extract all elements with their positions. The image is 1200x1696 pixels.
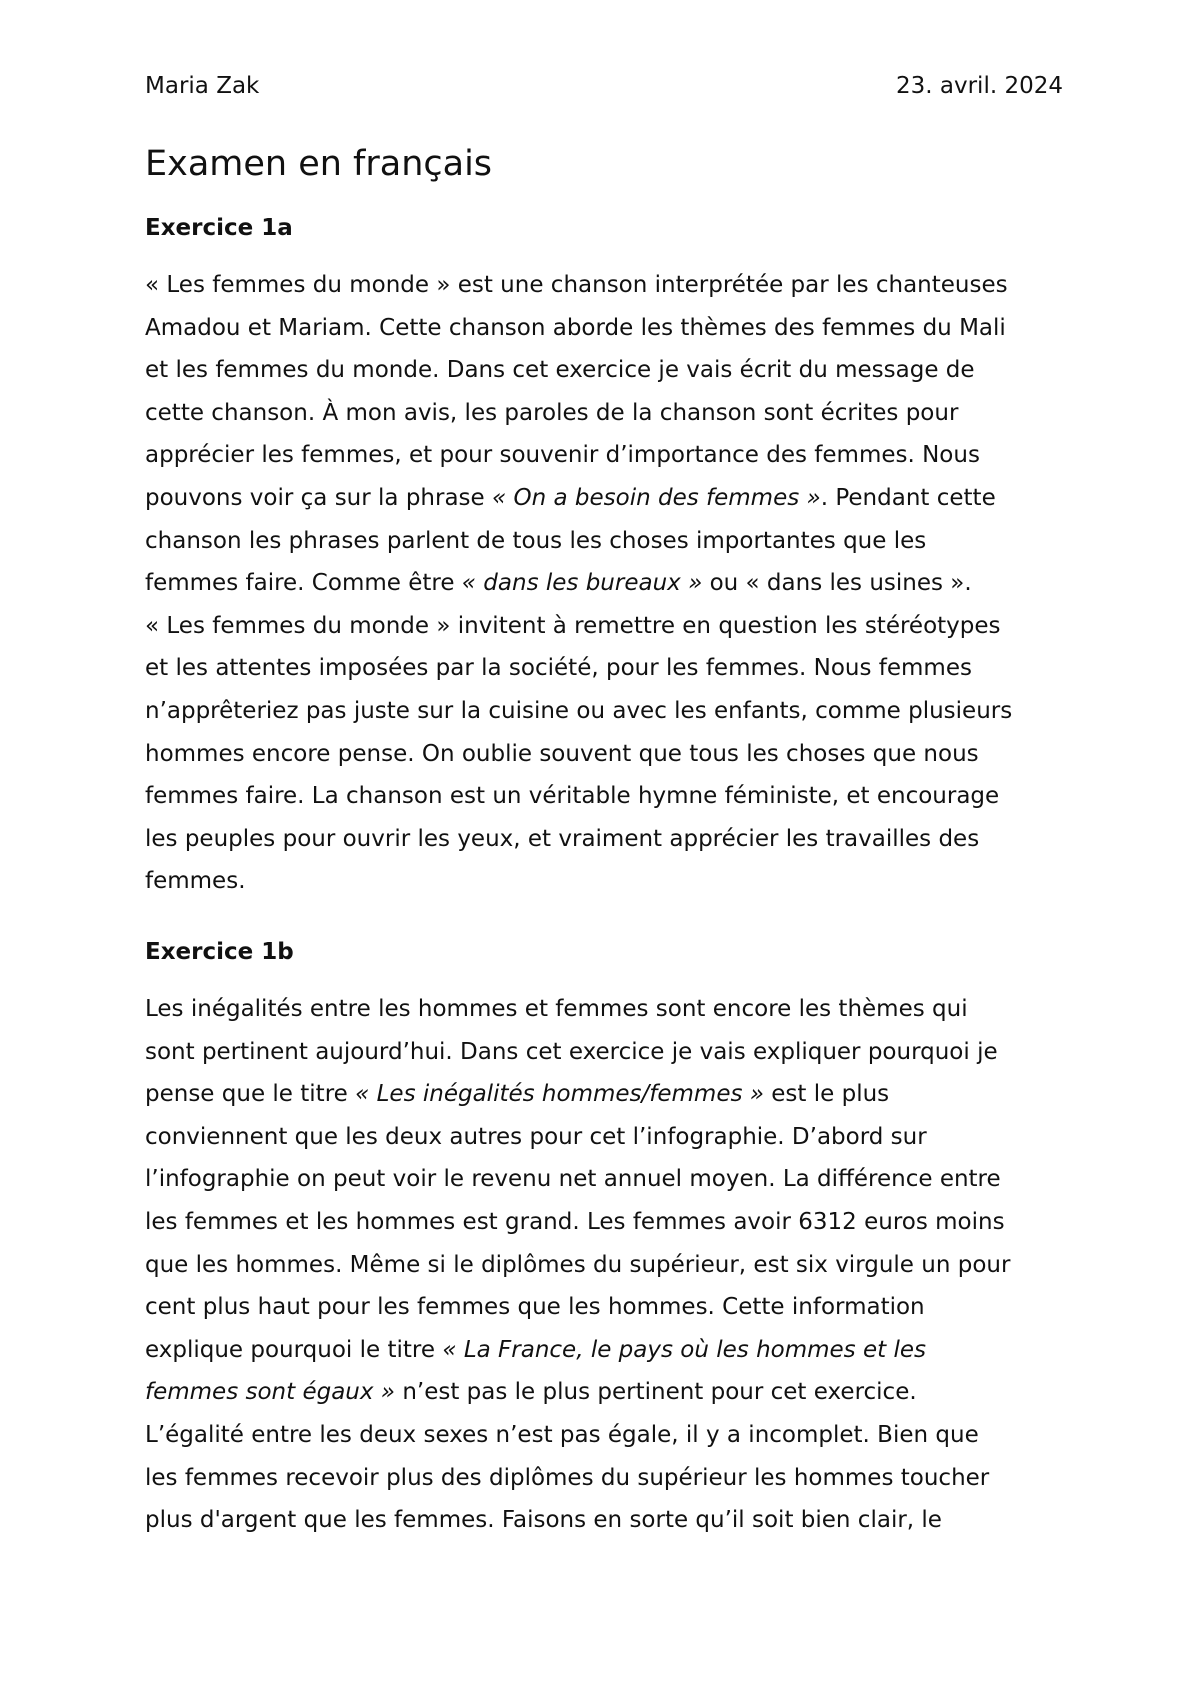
text-line bbox=[145, 434, 1012, 477]
text-line bbox=[145, 477, 1012, 520]
text-line bbox=[145, 1116, 1010, 1159]
text-segment: les peuples pour ouvrir les yeux, et vraiment apprécier les travailles des bbox=[145, 825, 980, 852]
text-segment: hommes encore pense. On oublie souvent que tous les choses que nous bbox=[145, 740, 979, 767]
text-segment: pouvons voir ça sur la phrase bbox=[145, 484, 492, 511]
page-header bbox=[145, 68, 1063, 104]
text-segment: femmes faire. Comme être bbox=[145, 570, 462, 597]
text-line bbox=[145, 1499, 1010, 1542]
text-line bbox=[145, 1201, 1010, 1244]
text-segment: femmes faire. La chanson est un véritable hymne féministe, et encourage bbox=[145, 783, 1000, 810]
text-line bbox=[145, 818, 1012, 861]
text-segment: ou « dans les usines ». bbox=[702, 570, 972, 597]
text-segment: conviennent que les deux autres pour cet l’infographie. D’abord sur bbox=[145, 1123, 927, 1150]
text-line bbox=[145, 860, 1012, 903]
text-segment: L’égalité entre les deux sexes n’est pas égale, il y a incomplet. Bien que bbox=[145, 1421, 979, 1448]
text-segment: cette chanson. À mon avis, les paroles de la chanson sont écrites pour bbox=[145, 399, 959, 426]
text-segment: Amadou et Mariam. Cette chanson aborde les thèmes des femmes du Mali bbox=[145, 314, 1006, 341]
quoted-phrase: femmes sont égaux » bbox=[145, 1379, 396, 1406]
quoted-phrase: « La France, le pays où les hommes et les bbox=[442, 1336, 926, 1363]
document-title: Examen en français bbox=[145, 144, 493, 184]
text-segment: Les inégalités entre les hommes et femmes sont encore les thèmes qui bbox=[145, 996, 968, 1022]
text-segment: l’infographie on peut voir le revenu net annuel moyen. La différence entre bbox=[145, 1166, 1001, 1193]
text-line bbox=[145, 562, 1012, 605]
text-segment: n’apprêteriez pas juste sur la cuisine ou avec les enfants, comme plusieurs bbox=[145, 697, 1013, 724]
text-segment: explique pourquoi le titre bbox=[145, 1336, 443, 1363]
text-segment: que les hommes. Même si le diplômes du supérieur, est six virgule un pour bbox=[145, 1251, 1011, 1278]
text-segment: femmes. bbox=[145, 868, 246, 895]
text-line bbox=[145, 307, 1012, 350]
text-line bbox=[145, 605, 1012, 648]
text-line bbox=[145, 1073, 1010, 1116]
text-line bbox=[145, 690, 1012, 733]
text-segment: apprécier les femmes, et pour souvenir d’importance des femmes. Nous bbox=[145, 442, 980, 469]
text-line bbox=[145, 392, 1012, 435]
text-line bbox=[145, 1371, 1010, 1414]
text-line bbox=[145, 1286, 1010, 1329]
text-line bbox=[145, 1031, 1010, 1074]
text-line bbox=[145, 1329, 1010, 1372]
author-name: Maria Zak bbox=[145, 73, 260, 99]
text-line bbox=[145, 349, 1012, 392]
text-segment: chanson les phrases parlent de tous les choses importantes que les bbox=[145, 527, 927, 554]
text-line bbox=[145, 520, 1012, 563]
text-segment: n’est pas le plus pertinent pour cet exercice. bbox=[395, 1379, 917, 1406]
quoted-phrase: « On a besoin des femmes » bbox=[492, 484, 821, 511]
section-heading-1a: Exercice 1a bbox=[145, 215, 293, 241]
text-line bbox=[145, 1244, 1010, 1287]
text-line bbox=[145, 1457, 1010, 1500]
quoted-phrase: « Les inégalités hommes/femmes » bbox=[355, 1081, 764, 1108]
section-body-1a bbox=[145, 264, 1012, 903]
text-line bbox=[145, 1414, 1010, 1457]
text-segment: plus d'argent que les femmes. Faisons en sorte qu’il soit bien clair, le bbox=[145, 1507, 942, 1534]
text-line bbox=[145, 733, 1012, 776]
section-heading-1b: Exercice 1b bbox=[145, 939, 294, 965]
text-segment: et les attentes imposées par la société, pour les femmes. Nous femmes bbox=[145, 655, 972, 682]
text-segment: cent plus haut pour les femmes que les hommes. Cette information bbox=[145, 1294, 925, 1321]
text-segment: « Les femmes du monde » est une chanson interprétée par les chanteuses bbox=[145, 272, 1008, 298]
quoted-phrase: « dans les bureaux » bbox=[461, 570, 703, 597]
text-line bbox=[145, 988, 1010, 1031]
text-segment: « Les femmes du monde » invitent à remettre en question les stéréotypes bbox=[145, 612, 1001, 639]
text-line bbox=[145, 1158, 1010, 1201]
section-body-1b bbox=[145, 988, 1010, 1542]
text-segment: . Pendant cette bbox=[820, 484, 996, 511]
document-date: 23. avril. 2024 bbox=[896, 73, 1063, 99]
text-segment: est le plus bbox=[763, 1081, 890, 1108]
text-segment: et les femmes du monde. Dans cet exercice je vais écrit du message de bbox=[145, 357, 975, 384]
text-segment: sont pertinent aujourd’hui. Dans cet exercice je vais expliquer pourquoi je bbox=[145, 1038, 998, 1065]
text-segment: les femmes recevoir plus des diplômes du supérieur les hommes toucher bbox=[145, 1464, 990, 1491]
text-segment: pense que le titre bbox=[145, 1081, 356, 1108]
text-segment: les femmes et les hommes est grand. Les femmes avoir 6312 euros moins bbox=[145, 1208, 1005, 1235]
text-line bbox=[145, 264, 1012, 307]
text-line bbox=[145, 647, 1012, 690]
text-line bbox=[145, 775, 1012, 818]
